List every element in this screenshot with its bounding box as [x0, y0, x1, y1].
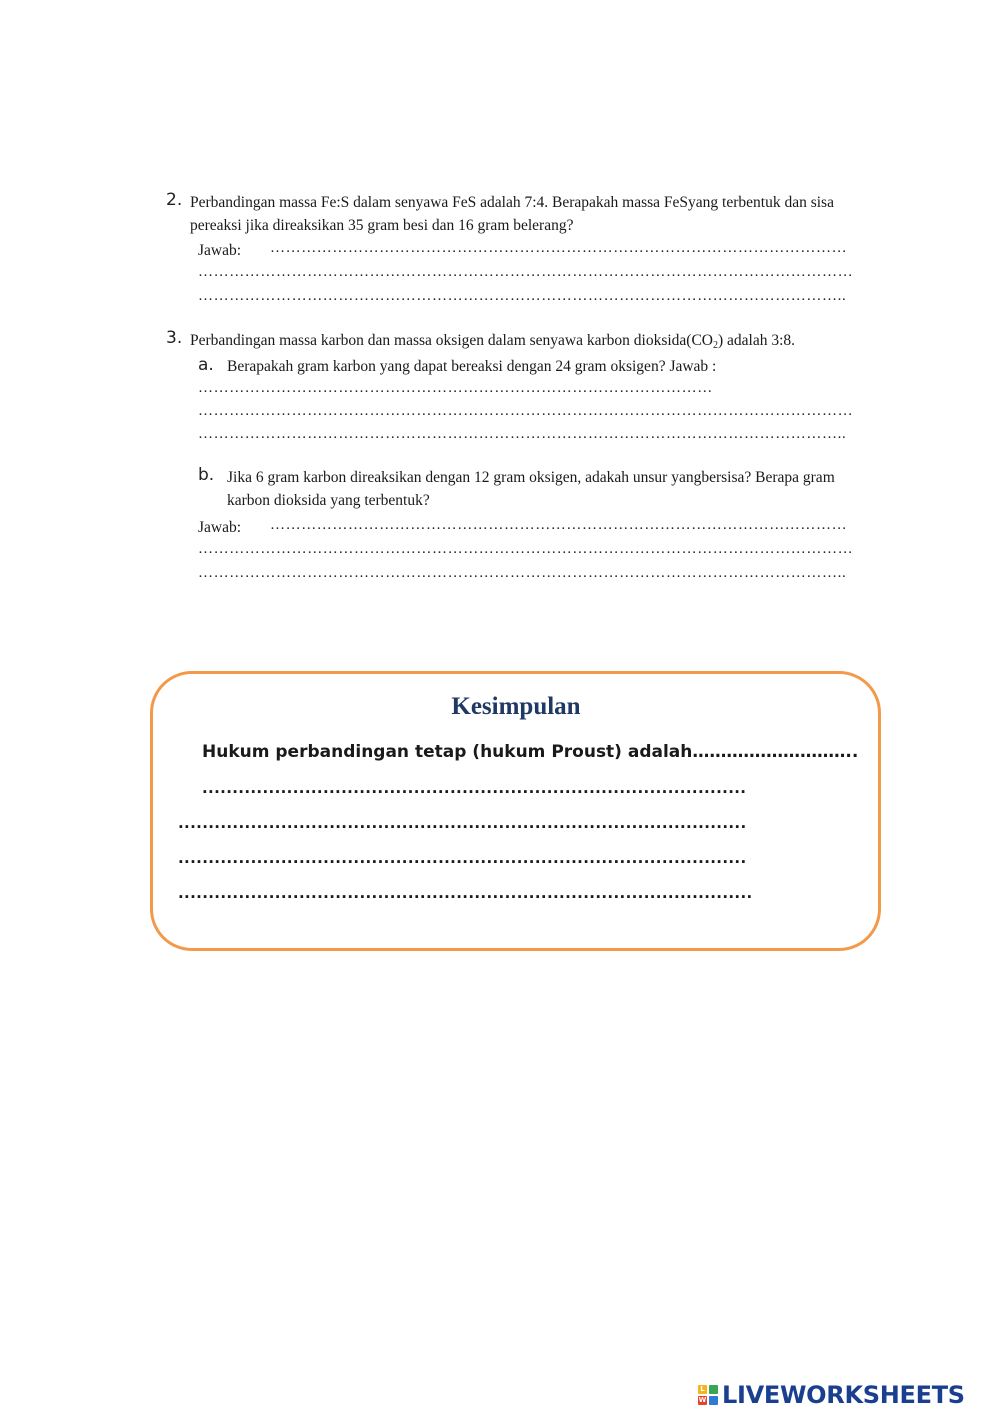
question-3-stem	[190, 329, 795, 358]
conclusion-answer-line-4[interactable]: ...............................................................................................	[178, 884, 753, 902]
question-3a-answer-line-3[interactable]: ……………………………………………………………………………………………………………..	[198, 426, 847, 442]
conclusion-answer-line-2[interactable]: ..............................................................................................	[178, 814, 747, 832]
question-3b-answer-line-1[interactable]: …………………………………………………………………………………………………	[270, 517, 848, 533]
conclusion-statement	[202, 742, 858, 762]
liveworksheets-wordmark: LIVEWORKSHEETS	[722, 1381, 965, 1409]
question-3a-answer-line-1[interactable]: ………………………………………………………………………………………	[198, 380, 713, 396]
question-3a-answer-line-2[interactable]: ………………………………………………………………………………………………………………	[198, 403, 854, 419]
question-2-answer-line-1[interactable]: …………………………………………………………………………………………………	[270, 240, 848, 256]
question-3b-answer-label: Jawab:	[198, 519, 242, 536]
question-3b-answer-line-3[interactable]: ……………………………………………………………………………………………………………..	[198, 565, 847, 581]
question-2-answer-label: Jawab:	[198, 242, 242, 259]
conclusion-title: Kesimpulan	[451, 693, 581, 720]
question-3a-text: Berapakah gram karbon yang dapat bereaksi dengan 24 gram oksigen? Jawab :	[227, 358, 717, 375]
question-3b-letter: b.	[198, 465, 215, 485]
question-3b-text-line-2: karbon dioksida yang terbentuk?	[227, 492, 430, 509]
question-2-answer-line-3[interactable]: ……………………………………………………………………………………………………………..	[198, 288, 847, 304]
conclusion-statement-text: Hukum perbandingan tetap (hukum Proust) adalah……………………….	[202, 742, 852, 762]
question-3-number: 3.	[166, 328, 183, 348]
conclusion-statement-end: .	[851, 742, 859, 762]
conclusion-answer-line-1[interactable]: ..........................................................................................	[202, 779, 747, 797]
conclusion-answer-line-3[interactable]: ..............................................................................................	[178, 849, 747, 867]
question-2-answer-line-2[interactable]: ………………………………………………………………………………………………………………	[198, 264, 854, 280]
question-2-number: 2.	[166, 190, 183, 210]
question-3b-text-line-1: Jika 6 gram karbon direaksikan dengan 12 gram oksigen, adakah unsur yangbersisa? Berapa gram	[227, 469, 835, 486]
liveworksheets-logo	[698, 1380, 965, 1410]
question-3-stem-post: ) adalah 3:8.	[718, 332, 796, 349]
question-2-text-line-1: Perbandingan massa Fe:S dalam senyawa FeS adalah 7:4. Berapakah massa FeSyang terbentuk dan sisa	[190, 194, 834, 211]
question-3-stem-pre: Perbandingan massa karbon dan massa oksigen dalam senyawa karbon dioksida(CO	[190, 332, 713, 349]
question-3b-answer-line-2[interactable]: ………………………………………………………………………………………………………………	[198, 541, 854, 557]
liveworksheets-mark-icon: L W	[698, 1385, 718, 1405]
question-2-text-line-2: pereaksi jika direaksikan 35 gram besi dan 16 gram belerang?	[190, 217, 574, 234]
question-3a-letter: a.	[198, 355, 214, 375]
question-3-stem-subscript: 2	[713, 340, 718, 351]
